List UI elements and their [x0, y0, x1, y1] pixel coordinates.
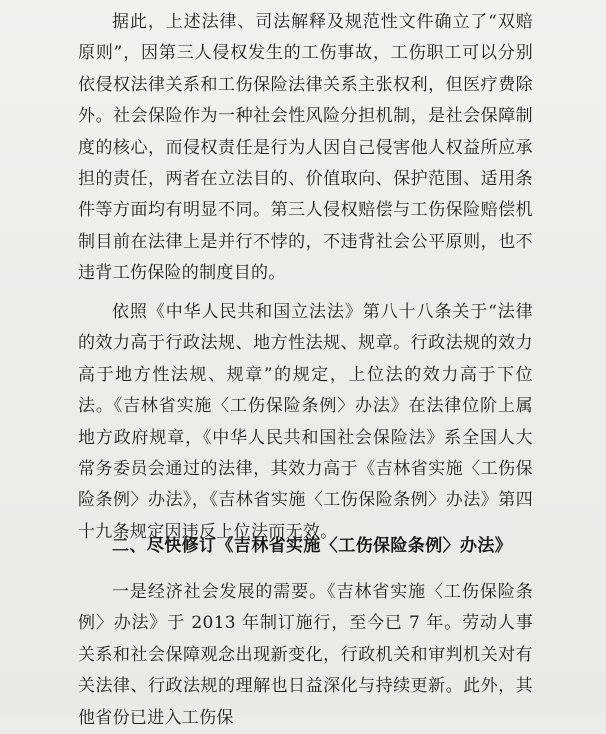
paragraph-economic-development: 一是经济社会发展的需要。《吉林省实施〈工伤保险条例〉办法》于 2013 年制订施行，至今已 7 年。劳动人事关系和社会保障观念出现新变化，行政机关和审判机关对有关法律、行政法规的理解也日益深化与持续更新。此外，其他省份已进入工伤保	[78, 582, 533, 728]
paragraph-double-compensation: 据此，上述法律、司法解释及规范性文件确立了“双赔原则”，因第三人侵权发生的工伤事故，工伤职工可以分别依侵权法律关系和工伤保险法律关系主张权利，但医疗费除外。社会保险作为一种社会性风险分担机制，是社会保障制度的核心，而侵权责任是行为人因自己侵害他人权益所应承担的责任，两者在立法目的、价值取向、保护范围、适用条件等方面均有明显不同。第三人侵权赔偿与工伤保险赔偿机制目前在法律上是并行不悖的，不违背社会公平原则，也不违背工伤保险的制度目的。	[78, 12, 533, 284]
paragraph-legislation-law: 依照《中华人民共和国立法法》第八十八条关于“法律的效力高于行政法规、地方性法规、规章。行政法规的效力高于地方性法规、规章”的规定，上位法的效力高于下位法。《吉林省实施〈工伤保险条例〉办法》在法律位阶上属地方政府规章，《中华人民共和国社会保险法》系全国人大常务委员会通过的法律，其效力高于《吉林省实施〈工伤保险条例〉办法》，《吉林省实施〈工伤保险条例〉办法》第四十九条规定因违反上位法而无效。	[78, 302, 533, 542]
section-heading: 二、尽快修订《吉林省实施〈工伤保险条例〉办法》	[112, 536, 513, 556]
